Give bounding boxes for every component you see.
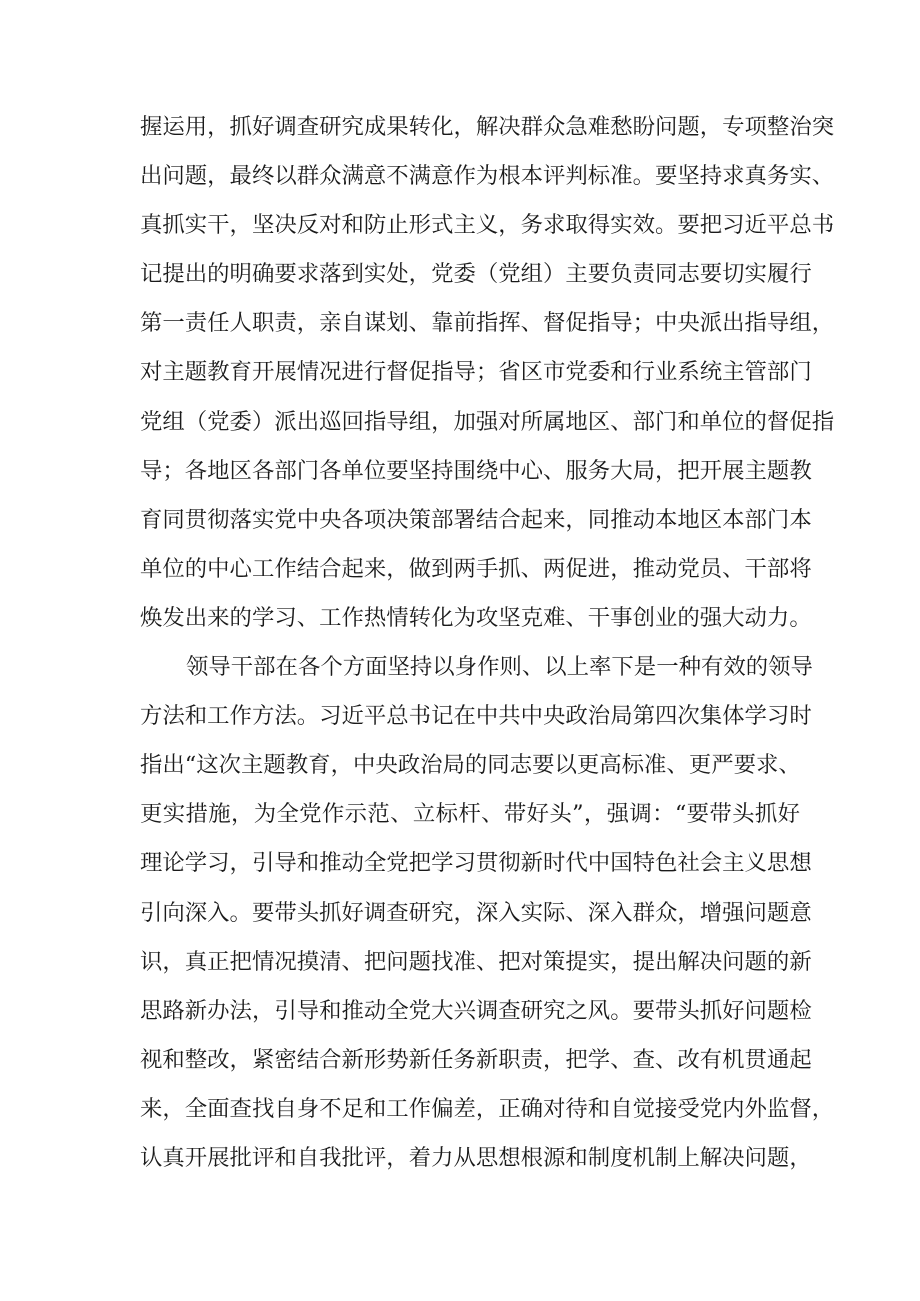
text-line: 方法和工作方法。习近平总书记在中共中央政治局第四次集体学习时 xyxy=(140,703,812,730)
text-line: 焕发出来的学习、工作热情转化为攻坚克难、干事创业的强大动力。 xyxy=(140,604,812,631)
text-line: 指出“这次主题教育，中央政治局的同志要以更高标准、更严要求、 xyxy=(140,752,801,779)
text-line: 党组（党委）派出巡回指导组，加强对所属地区、部门和单位的督促指 xyxy=(140,408,835,435)
text-line: 更实措施，为全党作示范、立标杆、带好头”，强调：“要带头抓好 xyxy=(140,801,800,828)
text-line: 单位的中心工作结合起来，做到两手抓、两促进，推动党员、干部将 xyxy=(140,555,812,582)
text-line: 握运用，抓好调查研究成果转化，解决群众急难愁盼问题，专项整治突 xyxy=(140,114,835,140)
text-line: 第一责任人职责，亲自谋划、靠前指挥、督促指导；中央派出指导组， xyxy=(140,310,835,337)
text-line: 思路新办法，引导和推动全党大兴调查研究之风。要带头抓好问题检 xyxy=(140,997,812,1024)
text-line: 理论学习，引导和推动全党把学习贯彻新时代中国特色社会主义思想 xyxy=(140,850,812,877)
text-line: 认真开展批评和自我批评，着力从思想根源和制度机制上解决问题， xyxy=(140,1144,812,1171)
text-line: 领导干部在各个方面坚持以身作则、以上率下是一种有效的领导 xyxy=(186,654,813,681)
text-line: 对主题教育开展情况进行督促指导；省区市党委和行业系统主管部门 xyxy=(140,359,812,386)
document-body xyxy=(140,103,835,1183)
text-line: 出问题，最终以群众满意不满意作为根本评判标准。要坚持求真务实、 xyxy=(140,163,835,190)
text-line: 识，真正把情况摸清、把问题找准、把对策提实，提出解决问题的新 xyxy=(140,948,812,975)
text-line: 视和整改，紧密结合新形势新任务新职责，把学、查、改有机贯通起 xyxy=(140,1046,812,1073)
text-line: 育同贯彻落实党中央各项决策部署结合起来，同推动本地区本部门本 xyxy=(140,506,812,533)
paragraph xyxy=(140,103,835,643)
text-line: 来，全面查找自身不足和工作偏差，正确对待和自觉接受党内外监督， xyxy=(140,1095,835,1122)
text-line: 导；各地区各部门各单位要坚持围绕中心、服务大局，把开展主题教 xyxy=(140,457,812,484)
text-line: 引向深入。要带头抓好调查研究，深入实际、深入群众，增强问题意 xyxy=(140,899,812,926)
text-line: 真抓实干，坚决反对和防止形式主义，务求取得实效。要把习近平总书 xyxy=(140,212,835,239)
text-line: 记提出的明确要求落到实处，党委（党组）主要负责同志要切实履行 xyxy=(140,261,812,288)
paragraph xyxy=(140,643,835,1183)
